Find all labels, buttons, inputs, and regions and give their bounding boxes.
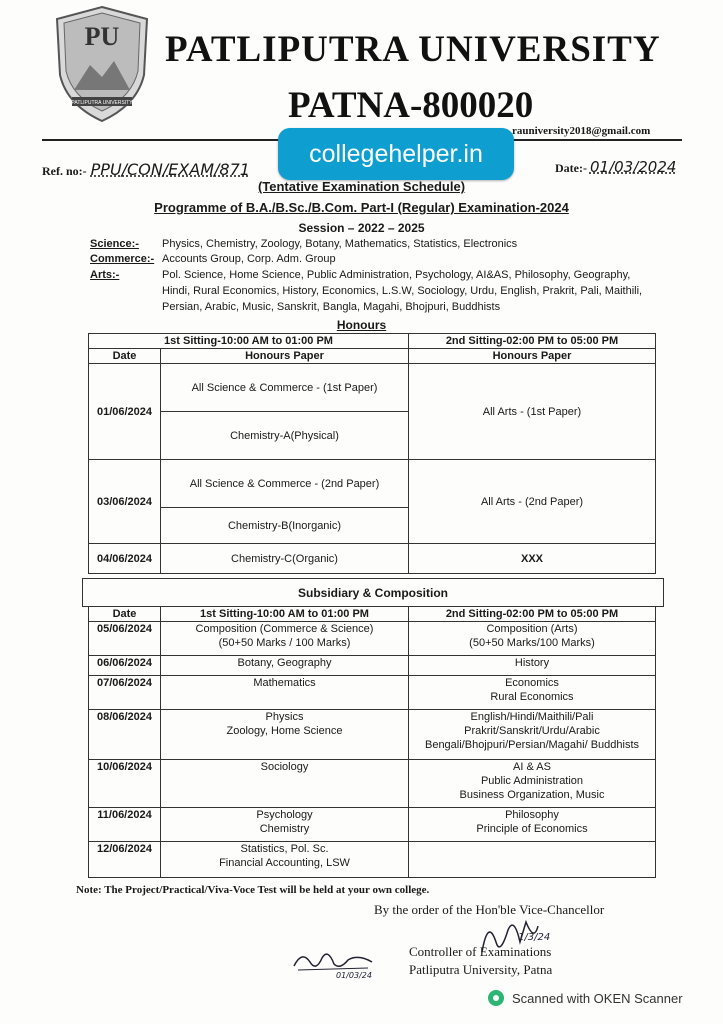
cell-line: Business Organization, Music [459, 789, 605, 801]
cell-line: Zoology, Home Science [226, 725, 343, 737]
col-date: Date [89, 349, 161, 364]
row-first-b: Chemistry-A(Physical) [161, 412, 409, 460]
cell-line: Psychology [256, 809, 313, 821]
cell-line: AI & AS [513, 761, 551, 773]
cell-line: Statistics, Pol. Sc. [240, 843, 329, 855]
university-email: rauniversity2018@gmail.com [512, 125, 651, 137]
table-row [89, 760, 656, 808]
subsidiary-heading-table [82, 578, 664, 607]
cell-line: (50+50 Marks/100 Marks) [469, 637, 595, 649]
cell-line: (50+50 Marks / 100 Marks) [218, 637, 351, 649]
table-row [89, 364, 656, 412]
programme-title: Programme of B.A./B.Sc./B.Com. Part-I (Regular) Examination-2024 [154, 200, 569, 215]
row-date: 12/06/2024 [89, 842, 161, 878]
row-date: 08/06/2024 [89, 710, 161, 760]
row-first [161, 656, 409, 676]
row-first-b: Chemistry-B(Inorganic) [161, 508, 409, 544]
university-name: PATLIPUTRA UNIVERSITY [165, 29, 661, 70]
cell-line: Botany, Geography [237, 657, 332, 669]
logo-text: PATLIPUTRA UNIVERSITY [71, 100, 133, 106]
stream-label: Commerce:- [90, 253, 155, 265]
col-paper2: Honours Paper [409, 349, 656, 364]
cell-line: Mathematics [253, 677, 316, 689]
row-date: 10/06/2024 [89, 760, 161, 808]
row-first [161, 760, 409, 808]
stream-subjects: Hindi, Rural Economics, History, Economics, L.S.W, Sociology, Urdu, English, Prakrit, Pali, Maithili, [162, 285, 643, 297]
row-first [161, 808, 409, 842]
table-row [89, 808, 656, 842]
stream-subjects: Physics, Chemistry, Zoology, Botany, Mathematics, Statistics, Electronics [162, 238, 518, 250]
subsidiary-heading: Subsidiary & Composition [83, 579, 664, 607]
row-first [161, 676, 409, 710]
row-second: All Arts - (1st Paper) [409, 364, 656, 460]
cell-line: Principle of Economics [476, 823, 588, 835]
row-first [161, 622, 409, 656]
row-date: 06/06/2024 [89, 656, 161, 676]
cell-line: Prakrit/Sanskrit/Urdu/Arabic [464, 725, 600, 737]
stream-subjects: Persian, Arabic, Music, Sanskrit, Bangla, Magahi, Bhojpuri, Buddhists [162, 301, 501, 313]
row-date: 11/06/2024 [89, 808, 161, 842]
col-second-sitting: 2nd Sitting-02:00 PM to 05:00 PM [409, 607, 656, 622]
cell-line: Public Administration [480, 775, 584, 787]
controller-signature-date: 1/3/24 [518, 932, 551, 943]
row-date: 07/06/2024 [89, 676, 161, 710]
table-row [89, 622, 656, 656]
issue-date [555, 158, 676, 176]
col-date: Date [89, 607, 161, 622]
signature-date: 01/03/24 [336, 971, 372, 980]
row-second [409, 710, 656, 760]
table-row [89, 656, 656, 676]
col-paper1: Honours Paper [161, 349, 409, 364]
row-first [161, 842, 409, 878]
session-title: Session – 2022 – 2025 [298, 221, 425, 235]
university-office: Patliputra University, Patna [409, 962, 553, 977]
footer-note: Note: The Project/Practical/Viva-Voce Test will be held at your own college. [76, 884, 430, 896]
stream-subjects: Pol. Science, Home Science, Public Administration, Psychology, AI&AS, Philosophy, Geography, [162, 269, 631, 281]
table-row [89, 676, 656, 710]
vc-order: By the order of the Hon'ble Vice-Chancellor [374, 902, 605, 917]
row-second [409, 622, 656, 656]
reference-number [42, 160, 250, 179]
row-first-a: Chemistry-C(Organic) [161, 544, 409, 574]
table-row [89, 842, 656, 878]
stream-subjects: Accounts Group, Corp. Adm. Group [162, 253, 336, 265]
stream-label: Arts:- [90, 269, 120, 281]
row-date: 03/06/2024 [89, 460, 161, 544]
row-date: 04/06/2024 [89, 544, 161, 574]
row-second [409, 676, 656, 710]
university-city: PATNA-800020 [288, 85, 534, 126]
row-second [409, 656, 656, 676]
row-second: XXX [409, 544, 656, 574]
row-second [409, 842, 656, 878]
honours-heading: Honours [336, 318, 387, 332]
honours-sitting2-header [409, 334, 656, 349]
scanner-icon [488, 990, 504, 1006]
cell-line: Composition (Commerce & Science) [195, 623, 374, 635]
ref-value: PPU/CON/EXAM/871 [90, 160, 250, 179]
subsidiary-table [88, 606, 656, 878]
row-first-a: All Science & Commerce - (2nd Paper) [161, 460, 409, 508]
scanner-text: Scanned with OKEN Scanner [512, 990, 683, 1006]
svg-text:PU: PU [84, 22, 120, 51]
row-second [409, 808, 656, 842]
row-date: 01/06/2024 [89, 364, 161, 460]
row-second: All Arts - (2nd Paper) [409, 460, 656, 544]
sitting2-text: 2nd Sitting-02:00 PM to 05:00 PM [445, 335, 619, 347]
cell-line: Physics [265, 711, 304, 723]
table-row [89, 460, 656, 508]
cell-line: Composition (Arts) [486, 623, 578, 635]
cell-line: Bengali/Bhojpuri/Persian/Magahi/ Buddhists [424, 739, 640, 751]
signature [288, 940, 388, 980]
cell-line: Sociology [260, 761, 309, 773]
sitting1-text: 1st Sitting-10:00 AM to 01:00 PM [164, 335, 333, 347]
row-first [161, 710, 409, 760]
university-logo [52, 5, 152, 125]
schedule-title: (Tentative Examination Schedule) [257, 179, 466, 194]
cell-line: Chemistry [259, 823, 310, 835]
date-value: 01/03/2024 [589, 158, 677, 176]
scanner-badge [488, 990, 683, 1006]
date-label: Date:- [555, 161, 587, 175]
honours-sitting1-header [89, 334, 409, 349]
table-row [89, 544, 656, 574]
cell-line: History [514, 657, 550, 669]
col-first-sitting: 1st Sitting-10:00 AM to 01:00 PM [161, 607, 409, 622]
cell-line: Financial Accounting, LSW [219, 857, 350, 869]
cell-line: Philosophy [505, 809, 559, 821]
cell-line: English/Hindi/Maithili/Pali [470, 711, 594, 723]
stream-label: Science:- [90, 238, 139, 250]
cell-line: Rural Economics [490, 691, 574, 703]
ref-label: Ref. no:- [42, 164, 87, 178]
table-row [89, 710, 656, 760]
row-date: 05/06/2024 [89, 622, 161, 656]
row-first-a: All Science & Commerce - (1st Paper) [161, 364, 409, 412]
honours-table [88, 333, 656, 574]
controller-title: Controller of Examinations [409, 944, 552, 959]
cell-line: Economics [505, 677, 559, 689]
watermark-badge[interactable]: collegehelper.in [278, 128, 514, 180]
row-second [409, 760, 656, 808]
